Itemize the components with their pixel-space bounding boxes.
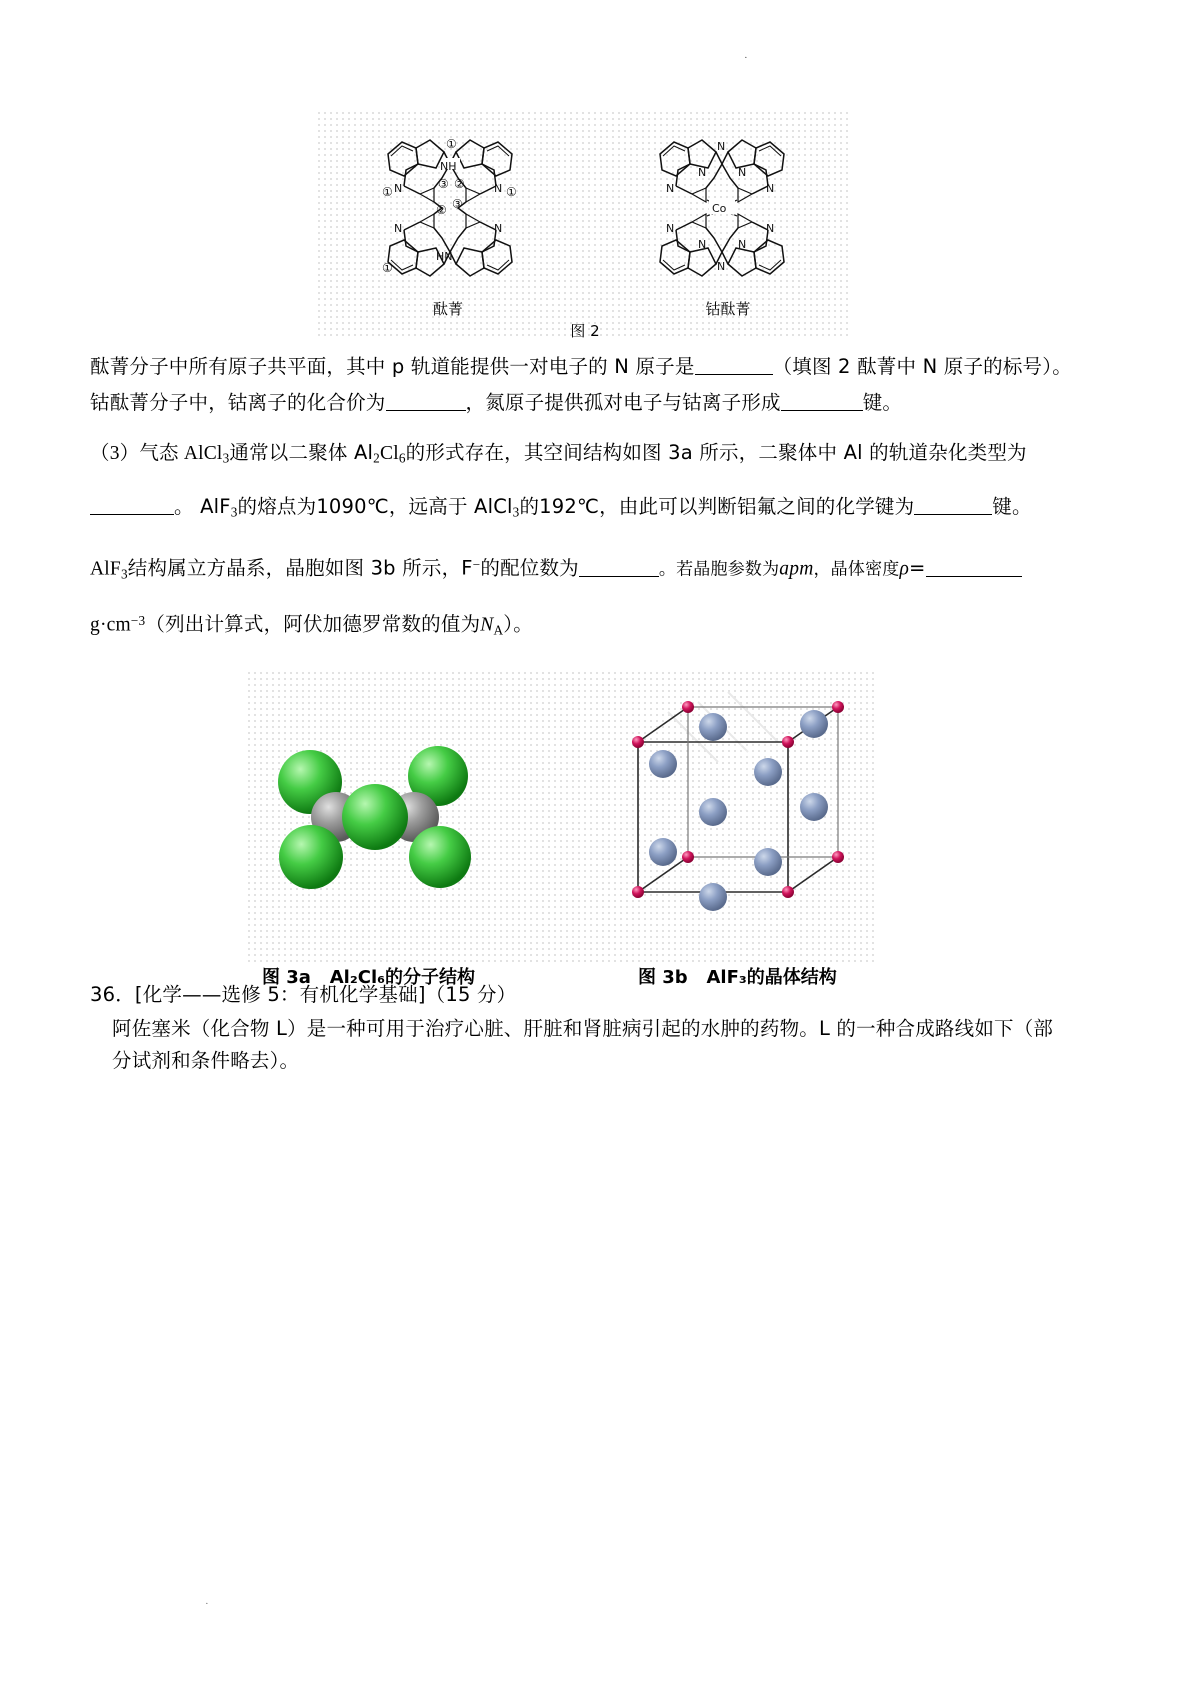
svg-text:N: N	[494, 182, 503, 195]
p4-text-a: AlF	[90, 558, 121, 580]
svg-text:N: N	[698, 238, 707, 251]
p3-sub-a: 3	[230, 504, 238, 520]
p3-text-b: 的熔点为1090℃，远高于 AlCl	[237, 495, 513, 518]
paragraph-phthalocyanine-line2	[90, 388, 1120, 418]
svg-text:N: N	[394, 182, 403, 195]
paragraph-item3-line1	[90, 438, 1120, 474]
p4-sup-b: −	[472, 557, 481, 572]
paragraph-item3-line2	[90, 492, 1120, 528]
answer-blank-7	[926, 556, 1022, 577]
answer-blank-6	[579, 556, 659, 577]
figure-2-caption: 图 2	[570, 322, 600, 340]
paragraph-phthalocyanine-line1	[90, 352, 1120, 382]
p3-text-a: 。 AlF	[174, 495, 231, 518]
p4-text-g: ρ	[899, 558, 910, 580]
p4-text-h: =	[909, 556, 926, 580]
p2-text-a: （3）气态 AlCl	[90, 443, 223, 464]
question-36-heading: 36．[化学——选修 5：有机化学基础]（15 分）	[90, 983, 517, 1006]
svg-text:N: N	[717, 140, 726, 153]
question-36-body-line1: 阿佐塞米（化合物 L）是一种可用于治疗心脏、肝脏和肾脏病引起的水肿的药物。L 的一种合成路线如下（部	[112, 1017, 1054, 1040]
paragraph-item3-line4	[90, 606, 1120, 645]
p5-sub-c: A	[493, 622, 504, 638]
cobalt-center-label: Co	[712, 202, 727, 215]
p1-line2-text-a: 钴酞菁分子中，钴离子的化合价为	[90, 391, 386, 414]
p5-text-b: （列出计算式，阿伏加德罗常数的值为	[145, 612, 481, 636]
p5-sup-a: −3	[130, 613, 146, 628]
svg-text:③: ③	[452, 197, 463, 211]
p5-text-a: g·cm	[90, 614, 131, 636]
svg-text:①: ①	[382, 185, 393, 199]
question-36-body-line2: 分试剂和条件略去）。	[112, 1049, 300, 1072]
answer-blank-5	[914, 495, 992, 516]
svg-text:N: N	[698, 166, 707, 179]
figure-3a-label: 图 3a	[262, 967, 311, 988]
p4-text-f: ，晶体密度	[813, 559, 900, 580]
p1-line1-text-a: 酞菁分子中所有原子共平面，其中 p 轨道能提供一对电子的 N 原子是	[90, 355, 695, 378]
figure-2-container	[318, 112, 852, 340]
figure-2-inner	[318, 112, 852, 340]
svg-text:③: ③	[438, 177, 449, 191]
p4-text-b: 结构属立方晶系，晶胞如图 3b 所示，F	[127, 556, 473, 580]
p4-sub-a: 3	[120, 566, 128, 582]
p2-text-b: 通常以二聚体 Al	[229, 441, 374, 464]
p2-text-d: 的形式存在，其空间结构如图 3a 所示，二聚体中 Al 的轨道杂化类型为	[405, 441, 1027, 464]
p3-sub-b: 3	[512, 504, 520, 520]
p2-sub-c: 6	[398, 450, 406, 466]
p3-text-d: 键。	[992, 495, 1032, 518]
svg-text:N: N	[666, 222, 675, 235]
p2-sub-a: 3	[222, 450, 230, 466]
figure-3b-text: AlF₃的晶体结构	[706, 967, 837, 988]
svg-text:N: N	[738, 166, 747, 179]
p4-text-d: 。若晶胞参数为	[658, 559, 780, 580]
answer-blank-3	[781, 391, 863, 412]
svg-text:N: N	[717, 260, 726, 273]
alf3-unit-cell	[632, 701, 844, 911]
bottom-dot-mark: ·	[205, 1598, 209, 1610]
p2-sub-b: 2	[373, 450, 380, 466]
figure-3b-label: 图 3b	[638, 967, 688, 988]
p1-line1-text-b: （填图 2 酞菁中 N 原子的标号）。	[772, 355, 1072, 378]
figure-3-graphics	[248, 672, 878, 962]
answer-blank-2	[386, 391, 466, 412]
svg-text:N: N	[766, 222, 775, 235]
paragraph-item3-line3	[90, 550, 1120, 589]
svg-text:②: ②	[454, 177, 465, 191]
svg-text:N: N	[738, 238, 747, 251]
p1-line2-text-c: 键。	[862, 391, 903, 414]
top-dot-mark: ·	[744, 52, 748, 64]
figure-2-structures	[318, 112, 852, 302]
figure-3-container	[248, 672, 878, 962]
svg-text:N: N	[394, 222, 403, 235]
svg-text:N: N	[494, 222, 503, 235]
svg-text:N: N	[766, 182, 775, 195]
p1-line2-text-b: ，氮原子提供孤对电子与钴离子形成	[465, 391, 781, 414]
p5-text-d: ）。	[503, 612, 533, 636]
p2-text-c: Cl	[379, 443, 399, 464]
svg-text:NH: NH	[440, 160, 457, 173]
answer-blank-1	[695, 355, 773, 376]
al2cl6-model	[278, 746, 471, 889]
figure-2-caption-left: 酞菁	[432, 300, 463, 318]
svg-text:①: ①	[382, 261, 393, 275]
p4-text-e: apm	[779, 558, 814, 580]
svg-text:①: ①	[446, 137, 457, 151]
answer-blank-4	[90, 495, 174, 516]
svg-text:HN: HN	[436, 250, 453, 263]
p5-text-c: N	[480, 614, 494, 636]
svg-text:N: N	[666, 182, 675, 195]
figure-2-caption-right: 钴酞菁	[705, 300, 751, 318]
figure-3a-text: Al₂Cl₆的分子结构	[329, 967, 475, 988]
p3-text-c: 的192℃，由此可以判断铝氟之间的化学键为	[519, 495, 915, 518]
p4-text-c: 的配位数为	[480, 556, 579, 580]
svg-text:①: ①	[506, 185, 517, 199]
svg-text:②: ②	[436, 203, 447, 217]
